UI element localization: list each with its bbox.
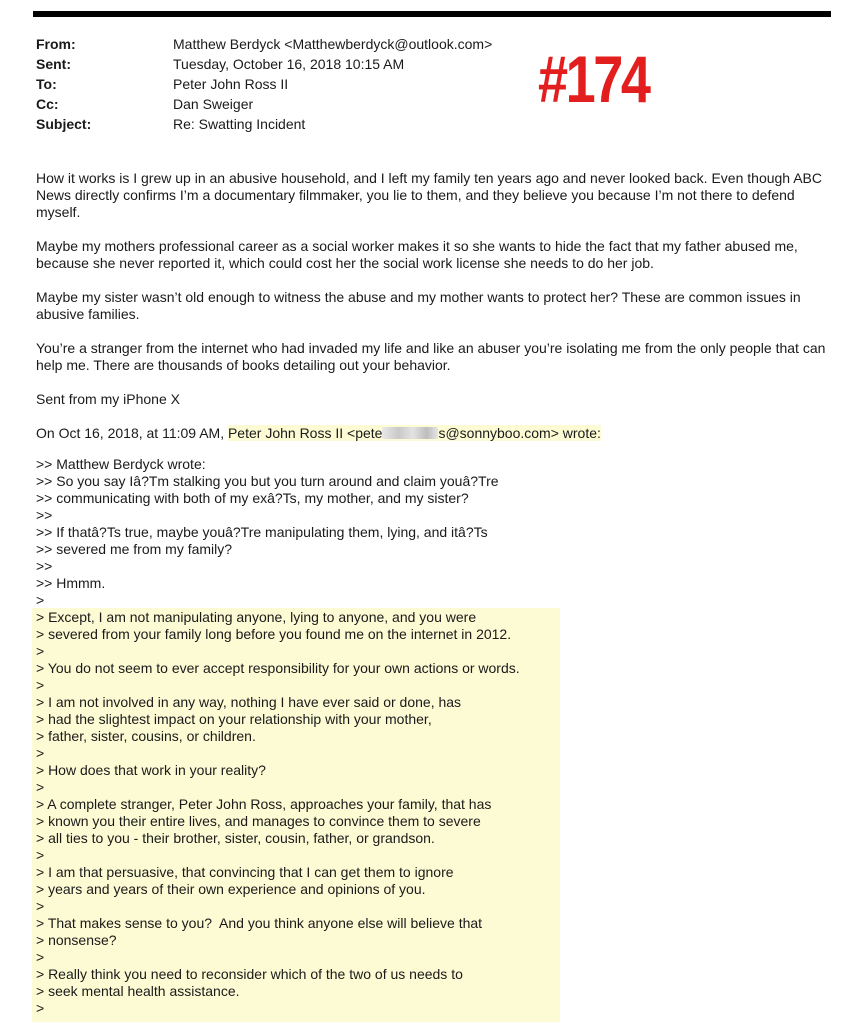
quoted-line: >> If thatâ?Ts true, maybe youâ?Tre manipulating them, lying, and itâ?Ts (36, 524, 488, 540)
to-row (36, 74, 492, 94)
sent-value: Tuesday, October 16, 2018 10:15 AM (173, 56, 405, 72)
to-label: To: (36, 76, 57, 92)
quoted-line: >> (36, 507, 53, 523)
body-paragraph-4: You’re a stranger from the internet who had invaded my life and like an abuser you’re isolating me from the only people that can help me. There are thousands of books detailing out your behavior. (36, 340, 826, 373)
from-value: Matthew Berdyck <Matthewberdyck@outlook.com> (173, 36, 493, 52)
top-rule (33, 11, 831, 17)
exhibit-stamp: #174 (538, 42, 649, 116)
quoted-line: > (36, 677, 45, 693)
wrote-line (36, 425, 826, 442)
subject-label: Subject: (36, 116, 92, 132)
to-value: Peter John Ross II (173, 76, 289, 92)
wrote-name-end: s@sonnyboo.com> wrote: (438, 425, 601, 441)
quoted-line: >> severed me from my family? (36, 541, 233, 557)
sent-label: Sent: (36, 56, 71, 72)
quoted-line: > (36, 779, 45, 795)
quoted-line: > had the slightest impact on your relationship with your mother, (36, 711, 432, 727)
quoted-line: >> So you say Iâ?Tm stalking you but you turn around and claim youâ?Tre (36, 473, 499, 489)
cc-value: Dan Sweiger (173, 96, 254, 112)
quoted-line: > father, sister, cousins, or children. (36, 728, 256, 744)
quoted-line: > You do not seem to ever accept responsibility for your own actions or words. (36, 660, 520, 676)
quoted-line: > (36, 949, 45, 965)
quoted-line: > (36, 643, 45, 659)
quoted-line: > I am that persuasive, that convincing that I can get them to ignore (36, 864, 454, 880)
cc-label: Cc: (36, 96, 59, 112)
quoted-line: > severed from your family long before you found me on the internet in 2012. (36, 626, 512, 642)
subject-row (36, 114, 492, 134)
from-label: From: (36, 36, 76, 52)
body-paragraph-2: Maybe my mothers professional career as a social worker makes it so she wants to hide the fact that my father abused me, because she never reported it, which could cost her the social work license she needs to do her job. (36, 238, 798, 271)
quoted-line: >> Hmmm. (36, 575, 106, 591)
quoted-line: > years and years of their own experience and opinions of you. (36, 881, 426, 897)
quoted-line: > How does that work in your reality? (36, 762, 266, 778)
email-body (36, 170, 826, 459)
sent-row (36, 54, 492, 74)
quoted-line: > Really think you need to reconsider which of the two of us needs to (36, 966, 463, 982)
body-paragraph-3: Maybe my sister wasn’t old enough to witness the abuse and my mother wants to protect her? These are common issues in abusive families. (36, 289, 801, 322)
cc-row (36, 94, 492, 114)
subject-value: Re: Swatting Incident (173, 116, 306, 132)
from-row (36, 34, 492, 54)
quoted-line: > nonsense? (36, 932, 117, 948)
quoted-line: > I am not involved in any way, nothing I have ever said or done, has (36, 694, 462, 710)
quoted-line: > (36, 592, 45, 608)
quoted-line: > (36, 847, 45, 863)
wrote-name (228, 425, 601, 441)
quoted-line: > That makes sense to you? And you think anyone else will believe that (36, 915, 483, 931)
email-header (36, 34, 492, 134)
quoted-line: >> Matthew Berdyck wrote: (36, 456, 206, 472)
quoted-line: >> (36, 558, 53, 574)
quoted-line: > A complete stranger, Peter John Ross, approaches your family, that has (36, 796, 492, 812)
body-paragraph-1: How it works is I grew up in an abusive household, and I left my family ten years ago and never looked back. Even though ABC News directly confirms I’m a documentary filmmaker, you lie to them, and they believe you because I’m not there to defend myself. (36, 170, 822, 220)
quoted-line: > known you their entire lives, and manages to convince them to severe (36, 813, 481, 829)
quoted-line: > seek mental health assistance. (36, 983, 240, 999)
quoted-line: > all ties to you - their brother, sister, cousin, father, or grandson. (36, 830, 435, 846)
quoted-line: > Except, I am not manipulating anyone, lying to anyone, and you were (36, 609, 477, 625)
quoted-reply (36, 456, 520, 1017)
quoted-line: > (36, 898, 45, 914)
quoted-line: > (36, 1000, 45, 1016)
wrote-prefix: On Oct 16, 2018, at 11:09 AM, (36, 425, 228, 441)
wrote-name-start: Peter John Ross II <pete (227, 425, 383, 441)
quoted-line: > (36, 745, 45, 761)
quoted-line: >> communicating with both of my exâ?Ts, my mother, and my sister? (36, 490, 469, 506)
redaction-blur (382, 427, 438, 439)
signature: Sent from my iPhone X (36, 391, 180, 407)
